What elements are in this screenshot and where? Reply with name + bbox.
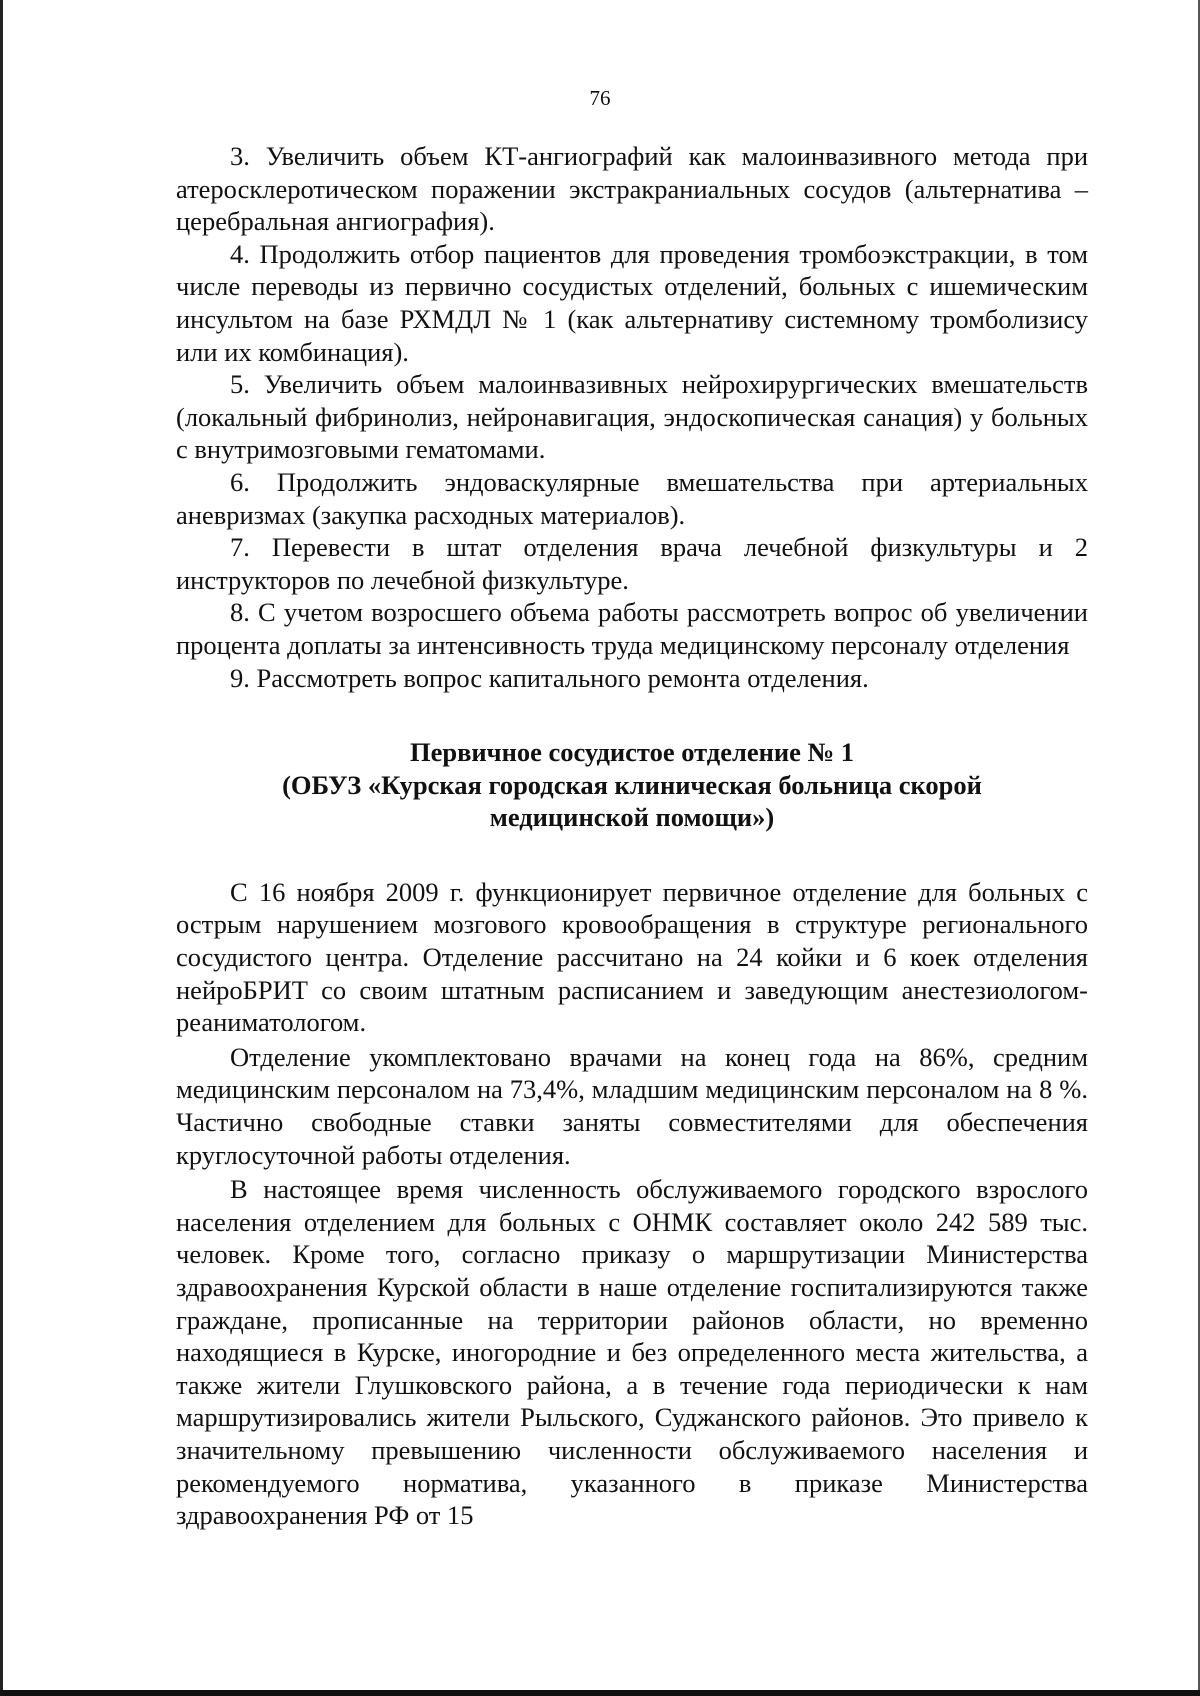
paragraph: С 16 ноября 2009 г. функционирует первичное отделение для больных с острым нарушением мозгового кровообращения в структуре регионального сосудистого центра. Отделение рассчитано на 24 койки и 6 коек отделения нейроБРИТ со своим штатным расписанием и заведующим анестезиологом-реаниматологом.	[176, 876, 1088, 1038]
list-item: 9. Рассмотреть вопрос капитального ремонта отделения.	[230, 662, 869, 693]
section-heading-line: (ОБУЗ «Курская городская клиническая больница скорой	[282, 769, 982, 800]
scan-edge-left	[0, 0, 3, 1696]
list-item: 5. Увеличить объем малоинвазивных нейрохирургических вмешательств (локальный фибринолиз, нейронавигация, эндоскопическая санация) у больных с внутримозговыми гематомами.	[176, 369, 1088, 465]
list-item: 8. С учетом возросшего объема работы рассмотреть вопрос об увеличении процента доплаты за интенсивность труда медицинскому персоналу отделения	[176, 597, 1088, 660]
page-number: 76	[589, 86, 611, 110]
section-heading-line: Первичное сосудистое отделение № 1	[409, 737, 855, 768]
paragraph: В настоящее время численность обслуживаемого городского взрослого населения отделением для больных с ОНМК составляет около 242 589 тыс. человек. Кроме того, согласно приказу о маршрутизации Министерства здравоохранения Курской области в наше отделение госпитализируются также граждане, прописанные на территории районов области, но временно находящиеся в Курске, иногородние и без определенного места жительства, а также жители Глушковского района, а в течение года периодически к нам маршрутизировались жители Рыльского, Суджанского районов. Это привело к значительному превышению численности обслуживаемого населения и рекомендуемого норматива, указанного в приказе Министерства здравоохранения РФ от 15	[176, 1174, 1088, 1531]
list-item: 4. Продолжить отбор пациентов для проведения тромбоэкстракции, в том числе переводы из первично сосудистых отделений, больных с ишемическим инсультом на базе РХМДЛ № 1 (как альтернативу системному тромболизису или их комбинация).	[176, 238, 1088, 367]
list-item: 7. Перевести в штат отделения врача лечебной физкультуры и 2 инструкторов по лечебной физкультуре.	[176, 532, 1088, 595]
list-item: 6. Продолжить эндоваскулярные вмешательства при артериальных аневризмах (закупка расходных материалов).	[176, 466, 1088, 530]
list-item: 3. Увеличить объем КТ-ангиографий как малоинвазивного метода при атеросклеротическом поражении экстракраниальных сосудов (альтернатива – церебральная ангиография).	[176, 141, 1088, 237]
paragraph: Отделение укомплектовано врачами на конец года на 86%, средним медицинским персоналом на 73,4%, младшим медицинским персоналом на 8 %. Частично свободные ставки заняты совместителями для обеспечения круглосуточной работы отделения.	[176, 1041, 1088, 1170]
section-heading-line: медицинской помощи»)	[489, 802, 775, 833]
section-heading	[176, 736, 1088, 834]
document-body	[176, 140, 1088, 1532]
scan-edge-bottom	[0, 1690, 1200, 1696]
